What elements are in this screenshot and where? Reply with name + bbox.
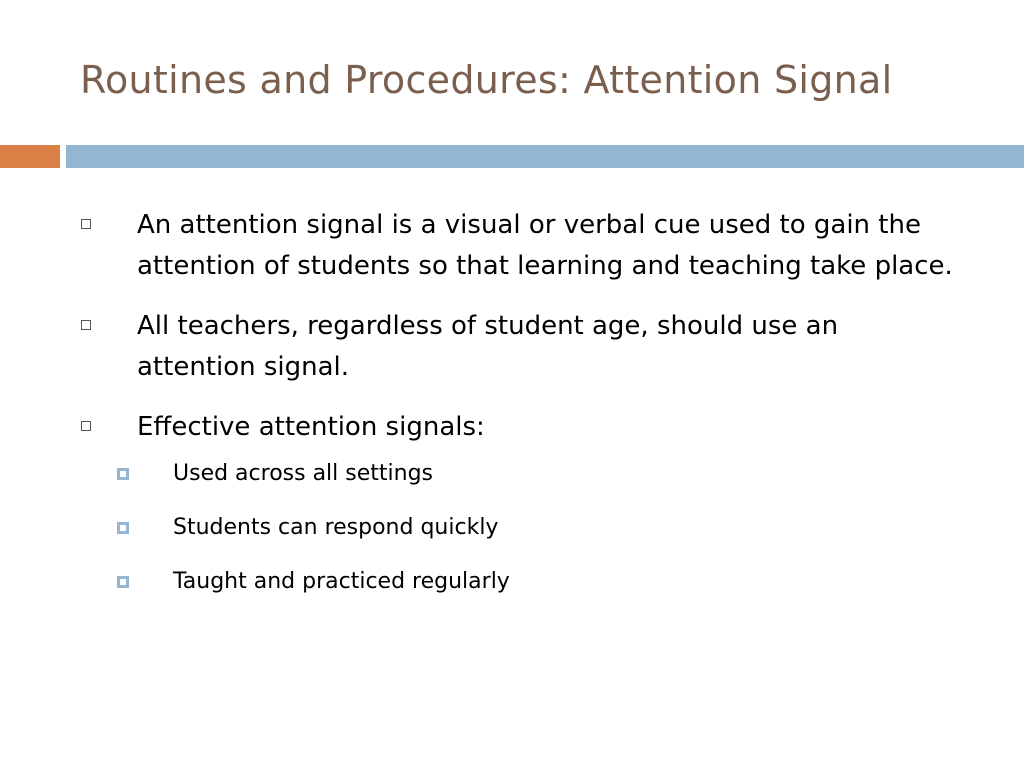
title-accent-band: [0, 145, 60, 168]
sub-bullet-item: [0, 567, 1024, 597]
bullet-item: [0, 306, 1024, 388]
sub-bullet-item: [0, 513, 1024, 543]
title-divider-band: [66, 145, 1024, 168]
filled-square-bullet-icon: [117, 522, 129, 534]
bullet-text: Effective attention signals:: [137, 412, 485, 442]
filled-square-bullet-icon: [117, 576, 129, 588]
filled-square-bullet-icon: [117, 468, 129, 480]
hollow-square-bullet-icon: [81, 219, 91, 229]
sub-bullet-text: Taught and practiced regularly: [173, 569, 510, 594]
bullet-list: [0, 205, 1024, 621]
bullet-item: [0, 407, 1024, 448]
hollow-square-bullet-icon: [81, 421, 91, 431]
bullet-text: All teachers, regardless of student age, should use an attention signal.: [137, 311, 839, 382]
bullet-text: An attention signal is a visual or verbal cue used to gain the attention of students so that learning and teaching take place.: [137, 210, 953, 281]
sub-bullet-list: [0, 459, 1024, 597]
slide-title: Routines and Procedures: Attention Signal: [80, 58, 893, 102]
sub-bullet-text: Students can respond quickly: [173, 515, 499, 540]
bullet-item: [0, 205, 1024, 287]
hollow-square-bullet-icon: [81, 320, 91, 330]
sub-bullet-text: Used across all settings: [173, 461, 434, 486]
sub-bullet-item: [0, 459, 1024, 489]
